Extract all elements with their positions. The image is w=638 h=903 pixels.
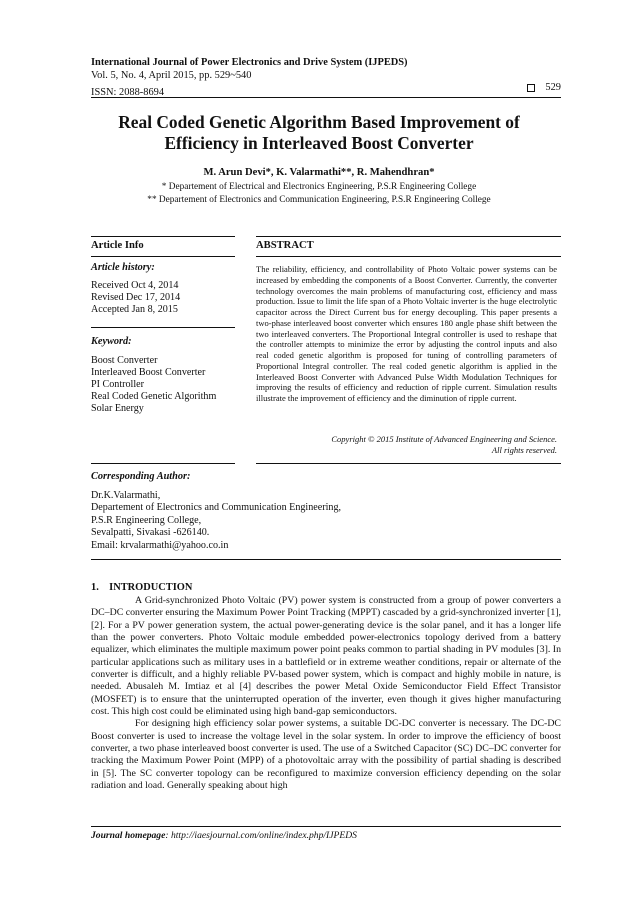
article-info-divider <box>91 256 235 257</box>
journal-issn: ISSN: 2088-8694 <box>91 87 165 99</box>
article-info-top-rule <box>91 236 235 237</box>
copyright-line-2: All rights reserved. <box>491 445 557 455</box>
abstract-text: The reliability, efficiency, and controllability of Photo Voltaic power systems can be increased by embedding the components of a Boost Converter. Currently, the converter technology overcomes the main problems of manufacturing cost, efficiency and mass production. Issue to limit the life span of a Photo Voltaic inverter is the huge electrolytic capacitor across the Direct Current bus for energy decoupling. This paper presents a two-phase interleaved boost converter which ensures 180 angle phase shift between the two interleaved converters. The Proportional Integral controller is used to reshape that the controller attempts to minimize the error by adjusting the control inputs and also real coded genetic algorithm is proposed for tuning of controlling parameters of Proportional Integral controller. The real coded genetic algorithm is applied in the Interleaved Boost Converter with Advanced Pulse Width Modulation Techniques for improving the results of efficiency and reduction of ripple current. Simulation results illustrate the improvement of efficiency and the diminution of ripple current. <box>256 264 557 403</box>
corr-email: Email: krvalarmathi@yahoo.co.in <box>91 539 229 551</box>
keyword-divider <box>91 327 235 328</box>
abstract-bottom-rule <box>256 463 561 464</box>
keyword-item: Interleaved Boost Converter <box>91 367 206 379</box>
paper-authors: M. Arun Devi*, K. Valarmathi**, R. Mahendhran* <box>203 167 435 178</box>
affiliation-1: * Departement of Electrical and Electronics Engineering, P.S.R Engineering College <box>161 182 477 192</box>
corr-address: Sevalpatti, Sivakasi -626140. <box>91 527 210 539</box>
corr-college: P.S.R Engineering College, <box>91 514 202 526</box>
history-received: Received Oct 4, 2014 <box>91 280 179 291</box>
journal-volume: Vol. 5, No. 4, April 2015, pp. 529~540 <box>91 69 252 81</box>
copyright <box>256 434 557 456</box>
page-number: 529 <box>545 82 561 94</box>
corr-name: Dr.K.Valarmathi, <box>91 490 161 501</box>
intro-paragraph: For designing high efficiency solar power systems, a suitable DC-DC converter is necessary. The DC-DC Boost converter is used to increase the voltage level in the solar system. In order to improve the efficiency of boost converter, a two phase interleaved boost converter is used. The use of a Switched Capacitor (SC) DC–DC converter for tracking the Maximum Power Point (MPP) of a photovoltaic array with the possibility of partial shading is described in [5]. The SC converter topology can be reconfigured to maximize conversion efficiency depending on the solar radiation and load. Generally speaking about high <box>91 718 561 792</box>
keyword-item: Solar Energy <box>91 403 144 415</box>
journal-homepage-link[interactable]: : http://iaesjournal.com/online/index.php/IJPEDS <box>165 830 357 841</box>
corresponding-details <box>91 490 341 552</box>
article-info-bottom-rule <box>91 463 235 464</box>
article-history <box>91 280 180 316</box>
keyword-item: Boost Converter <box>91 355 158 366</box>
article-info-heading: Article Info <box>91 240 144 251</box>
footer-label: Journal homepage <box>91 830 166 841</box>
journal-header <box>91 57 561 99</box>
title-line-2: Efficiency in Interleaved Boost Converter <box>164 133 474 153</box>
introduction-body <box>91 595 561 793</box>
journal-footer <box>91 830 357 841</box>
affiliation-2: ** Departement of Electronics and Communication Engineering, P.S.R Engineering College <box>147 195 491 205</box>
square-bullet-icon <box>527 84 535 92</box>
introduction-heading: 1. INTRODUCTION <box>91 582 193 593</box>
paper-title <box>80 112 558 154</box>
abstract-heading: ABSTRACT <box>256 240 314 251</box>
corresponding-bottom-rule <box>91 559 561 560</box>
article-history-heading: Article history: <box>91 262 155 273</box>
header-divider <box>91 97 561 98</box>
title-line-1: Real Coded Genetic Algorithm Based Improvement of <box>118 112 520 132</box>
keyword-item: Real Coded Genetic Algorithm <box>91 391 217 403</box>
copyright-line-1: Copyright © 2015 Institute of Advanced Engineering and Science. <box>331 434 557 444</box>
keyword-list <box>91 355 216 415</box>
history-revised: Revised Dec 17, 2014 <box>91 292 181 304</box>
keyword-item: PI Controller <box>91 379 144 391</box>
abstract-divider <box>256 256 561 257</box>
corr-department: Departement of Electronics and Communication Engineering, <box>91 502 342 514</box>
issn-row <box>91 82 561 99</box>
abstract-top-rule <box>256 236 561 237</box>
history-accepted: Accepted Jan 8, 2015 <box>91 304 178 316</box>
journal-name: International Journal of Power Electronics and Drive System (IJPEDS) <box>91 57 408 68</box>
keyword-heading: Keyword: <box>91 336 132 347</box>
footer-divider <box>91 826 561 827</box>
intro-paragraph: A Grid-synchronized Photo Voltaic (PV) power system is constructed from a group of power converters a DC–DC converter ensuring the Maximum Power Point Tracking (MPPT) cascaded by a grid-synchronized inverter [1], [2]. For a PV power generation system, the actual power-generating device is the solar panel, and it has a longer life than the power converters. Photo Voltaic module embedded power-electronics topology derived from a battery equalizer, which eliminates the multiple maximum power point peaks common to partial shading in PV modules [3]. In particular applications such as military uses in a battlefield or in extreme weather conditions, repair or alternate of the converter is difficult, and a highly reliable PV-based power system, which is compact and highly mobile in nature, is needed. Abusaleh M. Imtiaz et al [4] describes the power Metal Oxide Semiconductor Field Effect Transistor (MOSFET) is to ensure that the uninterrupted operation of the inverter, even though it gives higher manufacturing cost. This high cost could be eliminated using high band-gap semiconductors. <box>91 595 561 718</box>
corresponding-heading: Corresponding Author: <box>91 471 191 482</box>
